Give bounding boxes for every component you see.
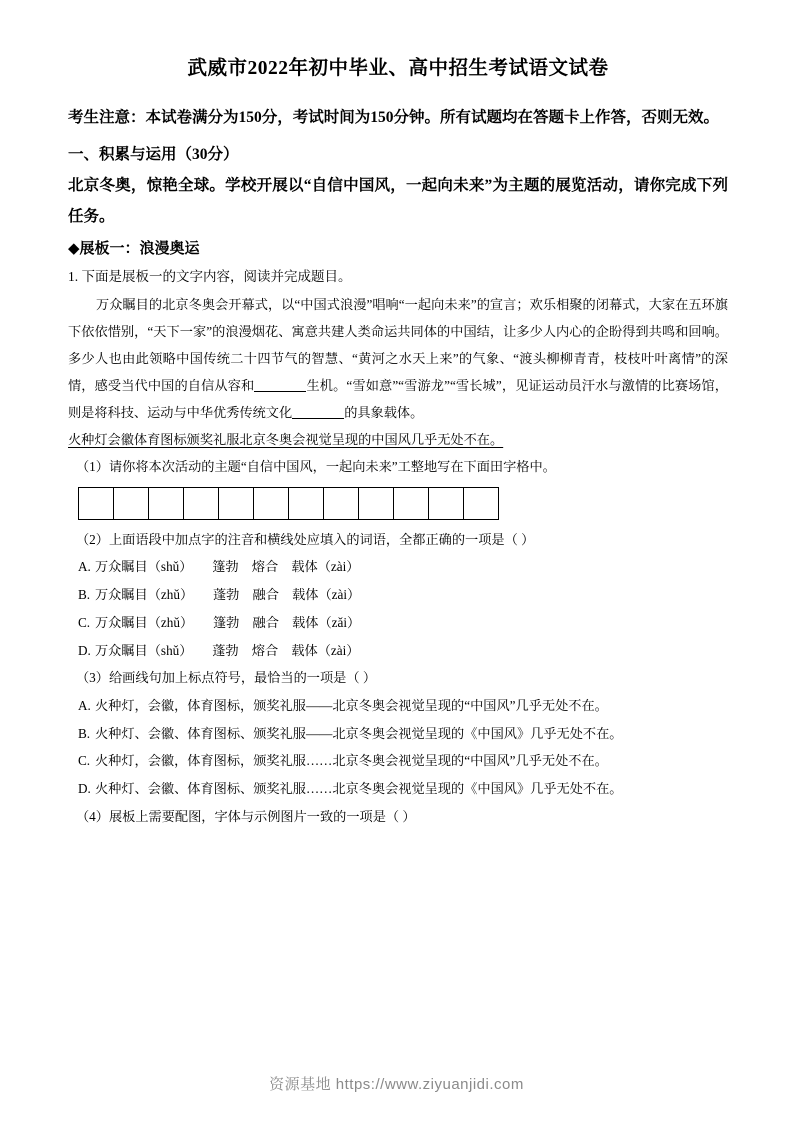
grid-cell[interactable] <box>289 487 324 519</box>
passage-blank-1 <box>254 391 306 392</box>
grid-cell[interactable] <box>429 487 464 519</box>
q3-option-c[interactable] <box>68 747 728 775</box>
q2-option-c-text: 万众瞩目（zhǔ） 篷勃 融合 载体（zǎi） <box>95 614 361 630</box>
q2-option-d-letter: D. <box>78 642 91 658</box>
grid-cell[interactable] <box>149 487 184 519</box>
q3-option-a-letter: A. <box>78 698 91 714</box>
q2-option-b-letter: B. <box>78 587 91 603</box>
q2-option-d[interactable] <box>68 637 728 665</box>
q3-option-c-text: 火种灯，会徽，体育图标，颁奖礼服……北京冬奥会视觉呈现的“中国风”几乎无处不在。 <box>95 753 608 769</box>
sub-question-3: （3）给画线句加上标点符号，最恰当的一项是（ ） <box>76 670 377 686</box>
passage-part-2: 生机。“雪如意”“雪游龙”“雪长城”，见证运动员汗水与激情的比赛场馆，则是将科技、运动与中华优秀传统文化 <box>68 377 728 420</box>
q3-option-b[interactable] <box>68 720 728 748</box>
q2-option-b[interactable] <box>68 581 728 609</box>
q3-option-b-letter: B. <box>78 725 91 741</box>
passage-underlined-sentence <box>68 426 728 453</box>
q3-option-d-text: 火种灯、会徽、体育图标、颁奖礼服……北京冬奥会视觉呈现的《中国风》几乎无处不在。 <box>95 781 623 797</box>
grid-cell[interactable] <box>114 487 149 519</box>
exam-notice: 考生注意：本试卷满分为150分，考试时间为150分钟。所有试题均在答题卡上作答，否则无效。 <box>68 109 720 127</box>
grid-cell[interactable] <box>219 487 254 519</box>
q2-option-a-letter: A. <box>78 559 91 575</box>
grid-cell[interactable] <box>79 487 114 519</box>
page-title: 武威市2022年初中毕业、高中招生考试语文试卷 <box>187 58 609 79</box>
q2-option-d-text: 万众瞩目（shǔ） 蓬勃 熔合 载体（zài） <box>95 642 360 658</box>
section-heading-one: 一、积累与运用（30分） <box>68 146 239 164</box>
q3-option-c-letter: C. <box>78 753 91 769</box>
tianzige-grid-wrap <box>78 487 728 520</box>
reading-passage <box>68 291 728 426</box>
q2-option-c-letter: C. <box>78 614 91 630</box>
watermark: 资源基地 https://www.ziyuanjidi.com <box>269 1076 524 1093</box>
q2-option-a-text: 万众瞩目（shǔ） 篷勃 熔合 载体（zài） <box>95 559 360 575</box>
q3-option-d[interactable] <box>68 775 728 803</box>
board-one-heading: ◆展板一：浪漫奥运 <box>68 241 200 258</box>
activity-intro: 北京冬奥，惊艳全球。学校开展以“自信中国风，一起向未来”为主题的展览活动，请你完成下列任务。 <box>68 177 728 226</box>
q3-option-b-text: 火种灯、会徽、体育图标、颁奖礼服——北京冬奥会视觉呈现的《中国风》几乎无处不在。 <box>95 725 623 741</box>
underlined-text: 火种灯会徽体育图标颁奖礼服北京冬奥会视觉呈现的中国风几乎无处不在。 <box>68 431 504 447</box>
q2-option-b-text: 万众瞩目（zhǔ） 蓬勃 融合 载体（zài） <box>95 587 361 603</box>
sub-question-2: （2）上面语段中加点字的注音和横线处应填入的词语，全都正确的一项是（ ） <box>76 531 535 547</box>
passage-part-1: 万众瞩目的北京冬奥会开幕式，以“中国式浪漫”唱响“一起向未来”的宣言；欢乐相聚的闭幕式，大家在五环旗下依依惜别，“天下一家”的浪漫烟花、寓意共建人类命运共同体的中国结，让多少人内心的企盼得到共鸣和回响。多少人也由此领略中国传统二十四节气的智慧、“黄河之水天上来”的气象、“渡头柳柳青青，枝枝叶叶离情”的深情，感受当代中国的自信从容和 <box>68 296 728 393</box>
passage-blank-2 <box>292 418 344 419</box>
q3-option-a-text: 火种灯，会徽，体育图标，颁奖礼服——北京冬奥会视觉呈现的“中国风”几乎无处不在。 <box>95 698 608 714</box>
q3-option-a[interactable] <box>68 692 728 720</box>
grid-cell[interactable] <box>184 487 219 519</box>
sub-question-1: （1）请你将本次活动的主题“自信中国风，一起向未来”工整地写在下面田字格中。 <box>76 458 556 474</box>
grid-cell[interactable] <box>254 487 289 519</box>
tianzige-grid[interactable] <box>78 487 499 520</box>
q2-option-c[interactable] <box>68 609 728 637</box>
grid-cell[interactable] <box>359 487 394 519</box>
question-1-stem: 1. 下面是展板一的文字内容，阅读并完成题目。 <box>68 269 352 285</box>
q3-option-d-letter: D. <box>78 781 91 797</box>
sub-question-4: （4）展板上需要配图，字体与示例图片一致的一项是（ ） <box>76 808 416 824</box>
grid-cell[interactable] <box>464 487 499 519</box>
grid-cell[interactable] <box>394 487 429 519</box>
passage-part-3: 的具象载体。 <box>344 404 424 420</box>
document-content <box>68 55 728 831</box>
grid-cell[interactable] <box>324 487 359 519</box>
q2-option-a[interactable] <box>68 553 728 581</box>
table-row <box>79 487 499 519</box>
